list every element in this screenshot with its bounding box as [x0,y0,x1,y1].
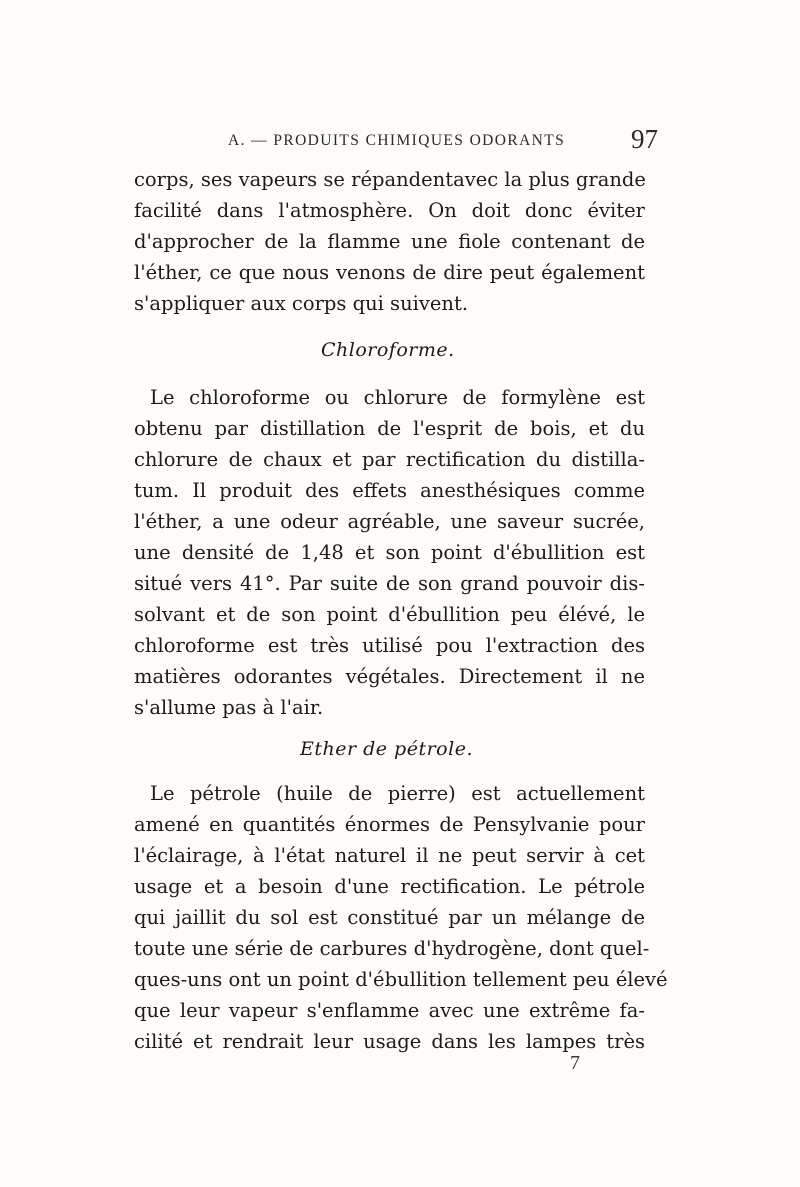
text-line: usage et a besoin d'une rectification. Le pétrole [134,875,645,898]
text-line: ques-uns ont un point d'ébullition tellement peu élevé [134,968,668,991]
text-line: toute une série de carbures d'hydrogène, dont quel- [134,937,650,960]
section-heading-ether-de-petrole: Ether de pétrole. [300,738,473,760]
text-line: cilité et rendrait leur usage dans les lampes très [134,1030,645,1053]
text-line: chloroforme est très utilisé pou l'extraction des [134,634,645,657]
text-line: facilité dans l'atmosphère. On doit donc éviter [134,199,645,222]
text-line: l'éther, a une odeur agréable, une saveur sucrée, [134,510,645,533]
text-line: que leur vapeur s'enflamme avec une extrême fa- [134,999,645,1022]
page-number: 97 [631,124,658,154]
text-line: s'appliquer aux corps qui suivent. [134,292,469,315]
paragraph-continuation [134,164,645,319]
running-head [228,124,658,158]
text-line: qui jaillit du sol est constitué par un mélange de [134,906,645,929]
text-line: tum. Il produit des effets anesthésiques comme [134,479,645,502]
text-line: s'allume pas à l'air. [134,696,324,719]
running-title: A. — PRODUITS CHIMIQUES ODORANTS [228,132,566,149]
text-line: d'approcher de la flamme une fiole contenant de [134,230,645,253]
text-line: situé vers 41°. Par suite de son grand pouvoir dis- [134,572,645,595]
text-line: l'éther, ce que nous venons de dire peut également [134,261,645,284]
text-line: chlorure de chaux et par rectification du distilla- [134,448,645,471]
paragraph-ether-de-petrole [134,778,668,1057]
text-line: corps, ses vapeurs se répandentavec la plus grande [134,168,646,191]
signature-mark: 7 [570,1052,580,1074]
section-heading-chloroforme: Chloroforme. [321,339,455,361]
text-line: l'éclairage, à l'état naturel il ne peut servir à cet [134,844,645,867]
paragraph-chloroforme [134,382,645,723]
text-line: obtenu par distillation de l'esprit de bois, et du [134,417,645,440]
text-line: matières odorantes végétales. Directement il ne [134,665,645,688]
text-line: une densité de 1,48 et son point d'ébullition est [134,541,645,564]
text-line: solvant et de son point d'ébullition peu élévé, le [134,603,645,626]
text-line: amené en quantités énormes de Pensylvanie pour [134,813,645,836]
text-line: Le chloroforme ou chlorure de formylène est [150,386,645,409]
text-line: Le pétrole (huile de pierre) est actuellement [150,782,645,805]
